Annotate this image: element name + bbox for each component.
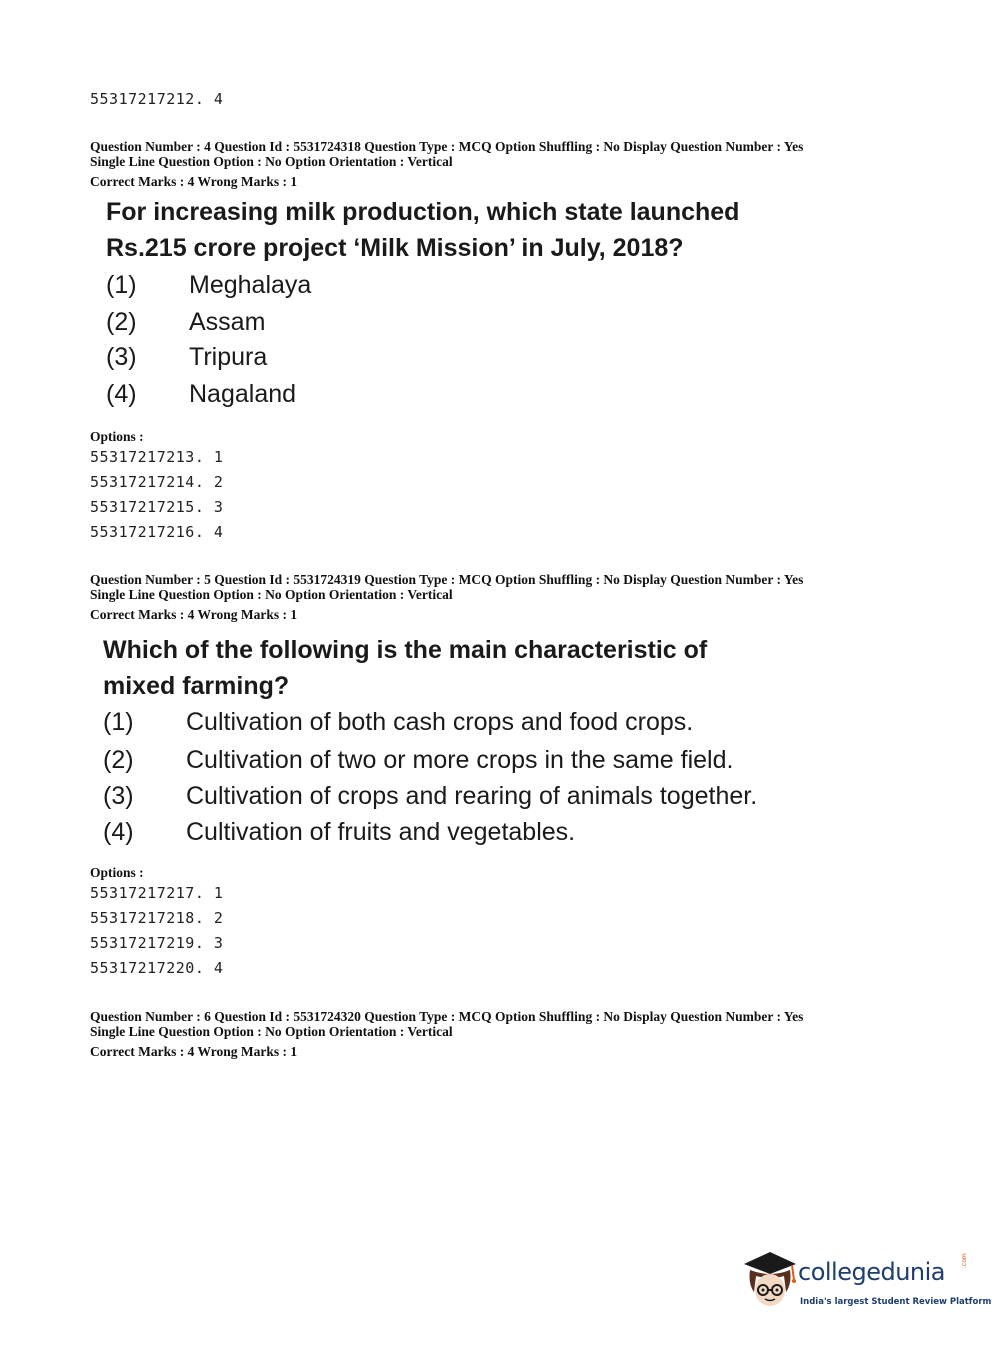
logo-tagline: India's largest Student Review Platform [800,1297,992,1307]
logo-wordmark: collegedunia [798,1258,946,1286]
q4-options-label: Options : [90,429,144,444]
q6-meta-line2: Single Line Question Option : No Option Orientation : Vertical [90,1024,453,1039]
q4-choice-2-text: Assam [189,308,266,336]
q4-choice-1-text: Meghalaya [189,271,312,299]
q5-meta-line1: Question Number : 5 Question Id : 5531724319 Question Type : MCQ Option Shuffling : No Display Question Number : Yes [90,572,804,587]
q5-choice-4-num: (4) [103,818,134,846]
q5-choice-3-num: (3) [103,782,134,810]
q5-choice-3 [103,778,758,815]
q4-choice-3 [106,339,268,376]
q4-choice-2 [106,304,266,341]
q4-meta-line3: Correct Marks : 4 Wrong Marks : 1 [90,174,298,189]
q5-choice-2-num: (2) [103,746,134,774]
q4-option-id-1: 55317217213. 1 [90,448,224,466]
q5-choice-4-text: Cultivation of fruits and vegetables. [186,818,576,846]
q5-choice-1 [103,704,694,741]
q4-choice-3-text: Tripura [189,343,268,371]
q5-meta-line2: Single Line Question Option : No Option Orientation : Vertical [90,587,453,602]
q5-option-id-1: 55317217217. 1 [90,884,224,902]
q5-option-id-2: 55317217218. 2 [90,909,224,927]
prev-option-id: 55317217212. 4 [90,90,224,108]
q4-choice-4-text: Nagaland [189,380,297,408]
q5-meta-line3: Correct Marks : 4 Wrong Marks : 1 [90,607,298,622]
q5-question-line2: mixed farming? [103,672,290,700]
q5-choice-2 [103,742,734,779]
q4-choice-1 [106,267,312,304]
q4-meta-line1: Question Number : 4 Question Id : 5531724318 Question Type : MCQ Option Shuffling : No Display Question Number : Yes [90,139,804,154]
q5-question-line1: Which of the following is the main characteristic of [103,636,708,664]
q5-option-id-4: 55317217220. 4 [90,959,224,977]
q6-meta-line1: Question Number : 6 Question Id : 5531724320 Question Type : MCQ Option Shuffling : No Display Question Number : Yes [90,1009,804,1024]
q4-choice-4 [106,376,297,413]
graduate-mascot-icon [740,1250,800,1312]
collegedunia-logo[interactable] [740,1250,992,1320]
q5-options-label: Options : [90,865,144,880]
logo-com: .com [961,1253,968,1268]
q5-choice-4 [103,814,576,851]
q5-option-id-3: 55317217219. 3 [90,934,224,952]
q5-choice-3-text: Cultivation of crops and rearing of animals together. [186,782,758,810]
q4-choice-1-num: (1) [106,271,137,299]
q4-choice-3-num: (3) [106,343,137,371]
q5-choice-2-text: Cultivation of two or more crops in the same field. [186,746,734,774]
q4-choice-4-num: (4) [106,380,137,408]
q4-option-id-4: 55317217216. 4 [90,523,224,541]
q5-choice-1-num: (1) [103,708,134,736]
q4-question-line2: Rs.215 crore project ‘Milk Mission’ in July, 2018? [106,234,684,262]
q5-choice-1-text: Cultivation of both cash crops and food crops. [186,708,694,736]
q4-choice-2-num: (2) [106,308,137,336]
q6-meta-line3: Correct Marks : 4 Wrong Marks : 1 [90,1044,298,1059]
q4-option-id-3: 55317217215. 3 [90,498,224,516]
q4-question-line1: For increasing milk production, which state launched [106,198,740,226]
q4-meta-line2: Single Line Question Option : No Option Orientation : Vertical [90,154,453,169]
q4-option-id-2: 55317217214. 2 [90,473,224,491]
